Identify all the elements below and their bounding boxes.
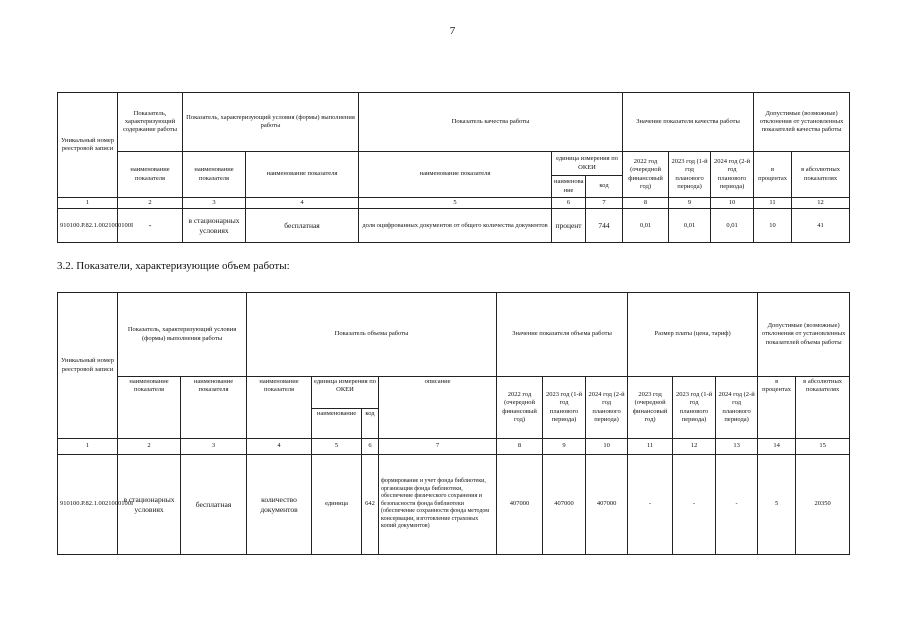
column-number: 5	[312, 439, 362, 455]
header-fee-year-2023: 2023 год (очередной финансовый год)	[628, 377, 673, 439]
fee-2023b: -	[673, 455, 716, 555]
header-unit-name: наименова ние	[552, 176, 586, 198]
unit-name: процент	[552, 209, 586, 243]
indicator-name: доля оцифрованных документов от общего количества документов	[359, 209, 552, 243]
value-2024: 407000	[586, 455, 628, 555]
column-number: 9	[669, 198, 711, 209]
header-content-indicator: Показатель, характеризующий содержание работы	[118, 93, 183, 152]
header-name-indicator: наименование показателя	[359, 152, 552, 198]
header-name-indicator: наименование показателя	[118, 377, 181, 439]
header-year-2024: 2024 год (2-й год планового периода)	[586, 377, 628, 439]
work-description: формирование и учет фонда библиотеки, организация фонда библиотеки, обеспечение физического сохранения и безопасности фонда библиотеки (обеспечение сохранности фонда методом консервации, изготовление страховых копий документов)	[379, 455, 497, 555]
column-number: 2	[118, 439, 181, 455]
header-name-indicator: наименование показателя	[181, 377, 247, 439]
column-number: 15	[796, 439, 850, 455]
header-unit-okei: единица измерения по ОКЕИ	[552, 152, 623, 176]
unit-code: 642	[362, 455, 379, 555]
header-fee-year-2023b: 2023 год (1-й год планового периода)	[673, 377, 716, 439]
fee-2024: -	[716, 455, 758, 555]
column-number: 5	[359, 198, 552, 209]
condition-value: бесплатная	[246, 209, 359, 243]
registry-number: 910100.Р.82.1.0021000100I	[58, 455, 118, 555]
header-unit-name: наименование	[312, 409, 362, 439]
header-name-indicator: наименование показателя	[247, 377, 312, 439]
header-unique-number: Уникальный номер реестровой записи	[58, 293, 118, 439]
value-2023: 0,01	[669, 209, 711, 243]
column-number: 10	[586, 439, 628, 455]
deviation-percent: 10	[754, 209, 792, 243]
value-2024: 0,01	[711, 209, 754, 243]
header-quality-indicator: Показатель качества работы	[359, 93, 623, 152]
header-unique-number: Уникальный номер реестровой записи	[58, 93, 118, 198]
header-unit-code: код	[362, 409, 379, 439]
column-number: 4	[246, 198, 359, 209]
column-number: 3	[181, 439, 247, 455]
column-number: 11	[628, 439, 673, 455]
column-number: 8	[623, 198, 669, 209]
column-number: 6	[362, 439, 379, 455]
header-volume-indicator: Показатель объема работы	[247, 293, 497, 377]
quality-indicators-table	[57, 92, 850, 243]
header-unit-code: код	[586, 176, 623, 198]
column-number: 1	[58, 439, 118, 455]
page-number: 7	[449, 25, 456, 37]
deviation-absolute: 20350	[796, 455, 850, 555]
value-2022: 407000	[497, 455, 543, 555]
header-fee-year-2024: 2024 год (2-й год планового периода)	[716, 377, 758, 439]
header-in-percent: в процентах	[758, 377, 796, 439]
column-number: 8	[497, 439, 543, 455]
column-number: 7	[379, 439, 497, 455]
column-number: 14	[758, 439, 796, 455]
header-deviations: Допустимые (возможные) отклонения от установленных показателей качества работы	[754, 93, 850, 152]
column-number: 7	[586, 198, 623, 209]
header-in-absolute: в абсолютных показателях	[796, 377, 850, 439]
header-in-percent: в процентах	[754, 152, 792, 198]
table-row	[58, 209, 850, 243]
volume-indicators-table	[57, 292, 850, 555]
deviation-absolute: 41	[792, 209, 850, 243]
column-number: 4	[247, 439, 312, 455]
condition-value: в стационарных условиях	[118, 455, 181, 555]
column-number: 11	[754, 198, 792, 209]
header-description: описание	[379, 377, 497, 439]
column-number: 9	[543, 439, 586, 455]
header-name-indicator: наименование показателя	[118, 152, 183, 198]
column-number: 12	[792, 198, 850, 209]
header-year-2024: 2024 год (2-й год планового периода)	[711, 152, 754, 198]
column-number: 10	[711, 198, 754, 209]
fee-2023: -	[628, 455, 673, 555]
deviation-percent: 5	[758, 455, 796, 555]
indicator-name: количество документов	[247, 455, 312, 555]
header-conditions-indicator: Показатель, характеризующий условия (формы) выполнения работы	[118, 293, 247, 377]
header-year-2022: 2022 год (очередной финансовый год)	[623, 152, 669, 198]
header-year-2022: 2022 год (очередной финансовый год)	[497, 377, 543, 439]
header-conditions-indicator: Показатель, характеризующий условия (формы) выполнения работы	[183, 93, 359, 152]
condition-value: в стационарных условиях	[183, 209, 246, 243]
value-2022: 0,01	[623, 209, 669, 243]
column-number: 6	[552, 198, 586, 209]
header-deviations: Допустимые (возможные) отклонения от установленных показателей объема работы	[758, 293, 850, 377]
value-2023: 407000	[543, 455, 586, 555]
section-heading: 3.2. Показатели, характеризующие объем работы:	[57, 260, 290, 272]
header-quality-values: Значение показателя качества работы	[623, 93, 754, 152]
header-name-indicator: наименование показателя	[183, 152, 246, 198]
condition-value: бесплатная	[181, 455, 247, 555]
table-row	[58, 455, 850, 555]
header-unit-okei: единица измерения по ОКЕИ	[312, 377, 379, 409]
content-value: -	[118, 209, 183, 243]
header-year-2023: 2023 год (1-й год планового периода)	[543, 377, 586, 439]
column-number: 2	[118, 198, 183, 209]
registry-number: 910100.Р.82.1.0021000100I	[58, 209, 118, 243]
header-in-absolute: в абсолютных показателях	[792, 152, 850, 198]
column-number: 1	[58, 198, 118, 209]
column-number: 13	[716, 439, 758, 455]
header-year-2023: 2023 год (1-й год планового периода)	[669, 152, 711, 198]
header-volume-values: Значение показателя объема работы	[497, 293, 628, 377]
column-number: 3	[183, 198, 246, 209]
unit-code: 744	[586, 209, 623, 243]
unit-name: единица	[312, 455, 362, 555]
column-number: 12	[673, 439, 716, 455]
header-name-indicator: наименование показателя	[246, 152, 359, 198]
header-fee: Размер платы (цена, тариф)	[628, 293, 758, 377]
